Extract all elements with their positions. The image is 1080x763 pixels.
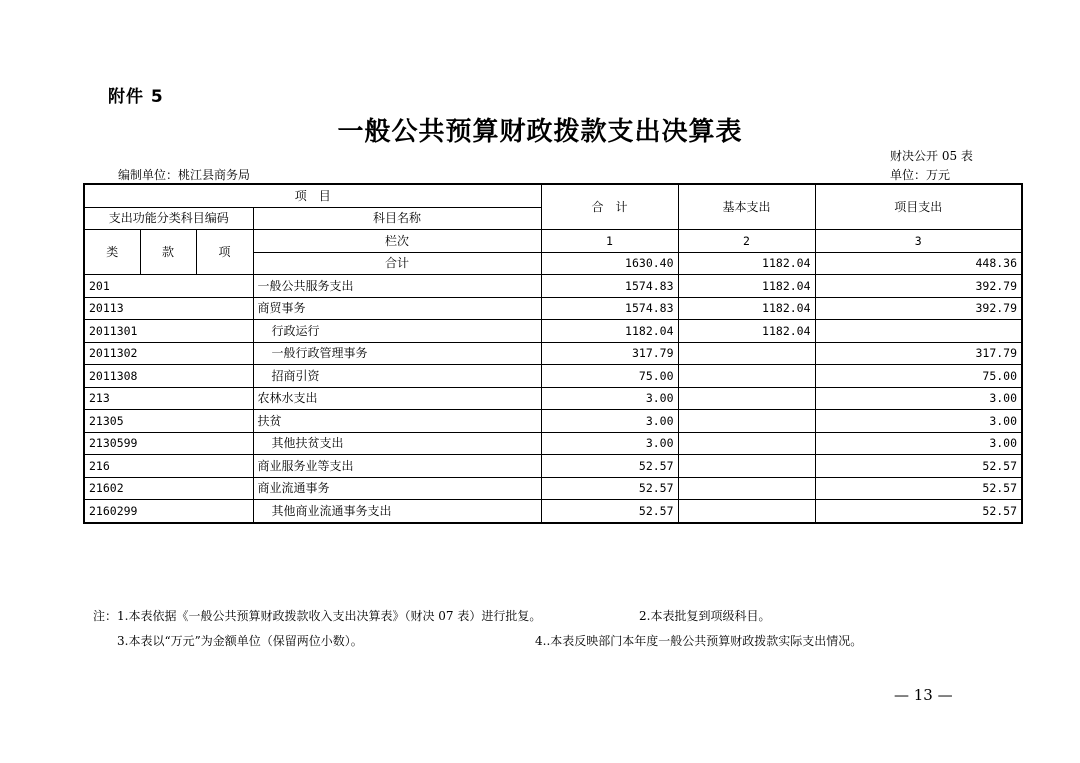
table-row (84, 432, 1022, 455)
table-row (84, 365, 1022, 388)
row-name: 一般公共服务支出 (253, 275, 541, 298)
row-code: 2160299 (84, 500, 253, 523)
row-total: 1574.83 (541, 297, 678, 320)
table-row (84, 410, 1022, 433)
row-basic (678, 365, 815, 388)
row-basic (678, 410, 815, 433)
row-code: 21602 (84, 477, 253, 500)
note-1: 注：1.本表依据《一般公共预算财政拨款收入支出决算表》（财决 07 表）进行批复。 (93, 609, 542, 623)
note-2: 2.本表批复到项级科目。 (639, 609, 771, 623)
code-header: 支出功能分类科目编码 (84, 207, 253, 230)
table-row (84, 297, 1022, 320)
row-project: 3.00 (815, 410, 1022, 433)
row-code: 21305 (84, 410, 253, 433)
row-project: 52.57 (815, 477, 1022, 500)
expenditure-table (83, 183, 1023, 524)
col-basic-header: 基本支出 (678, 184, 815, 230)
table-row (84, 455, 1022, 478)
row-total: 52.57 (541, 455, 678, 478)
total-label: 合计 (253, 252, 541, 275)
row-basic: 1182.04 (678, 275, 815, 298)
row-total: 3.00 (541, 410, 678, 433)
row-total: 75.00 (541, 365, 678, 388)
table-row (84, 320, 1022, 343)
table-row (84, 477, 1022, 500)
row-total: 52.57 (541, 500, 678, 523)
row-project: 317.79 (815, 342, 1022, 365)
page-title: 一般公共预算财政拨款支出决算表 (337, 117, 743, 147)
row-code: 2011302 (84, 342, 253, 365)
table-row (84, 500, 1022, 523)
row-name: 农林水支出 (253, 387, 541, 410)
row-name: 商业流通事务 (253, 477, 541, 500)
attachment-label: 附件 5 (108, 87, 164, 107)
row-name: 行政运行 (253, 320, 541, 343)
row-basic (678, 477, 815, 500)
table-row (84, 387, 1022, 410)
row-code: 2011301 (84, 320, 253, 343)
row-project: 75.00 (815, 365, 1022, 388)
row-total: 317.79 (541, 342, 678, 365)
row-total: 1182.04 (541, 320, 678, 343)
row-code: 2130599 (84, 432, 253, 455)
col-total-header: 合 计 (541, 184, 678, 230)
row-total: 52.57 (541, 477, 678, 500)
row-basic (678, 432, 815, 455)
row-name: 招商引资 (253, 365, 541, 388)
total-sum: 1630.40 (541, 252, 678, 275)
page-number: — 13 — (894, 686, 953, 704)
row-project: 3.00 (815, 432, 1022, 455)
total-basic: 1182.04 (678, 252, 815, 275)
row-project (815, 320, 1022, 343)
lanci-3: 3 (815, 230, 1022, 253)
lanci-1: 1 (541, 230, 678, 253)
row-code: 201 (84, 275, 253, 298)
currency-unit: 单位：万元 (890, 168, 951, 182)
row-project: 52.57 (815, 455, 1022, 478)
row-project: 52.57 (815, 500, 1022, 523)
row-project: 3.00 (815, 387, 1022, 410)
item-header: 项 目 (84, 184, 541, 207)
compiling-unit: 编制单位：桃江县商务局 (118, 168, 251, 182)
lanci-2: 2 (678, 230, 815, 253)
row-name: 其他扶贫支出 (253, 432, 541, 455)
table-row (84, 342, 1022, 365)
row-code: 216 (84, 455, 253, 478)
row-total: 1574.83 (541, 275, 678, 298)
name-header: 科目名称 (253, 207, 541, 230)
row-name: 其他商业流通事务支出 (253, 500, 541, 523)
table-header (84, 184, 1022, 275)
row-project: 392.79 (815, 297, 1022, 320)
total-project: 448.36 (815, 252, 1022, 275)
row-name: 商贸事务 (253, 297, 541, 320)
row-basic (678, 500, 815, 523)
col-project-header: 项目支出 (815, 184, 1022, 230)
xiang-header: 项 (196, 230, 253, 275)
row-name: 商业服务业等支出 (253, 455, 541, 478)
row-basic: 1182.04 (678, 297, 815, 320)
row-total: 3.00 (541, 432, 678, 455)
row-basic (678, 387, 815, 410)
row-project: 392.79 (815, 275, 1022, 298)
row-total: 3.00 (541, 387, 678, 410)
row-code: 213 (84, 387, 253, 410)
row-code: 20113 (84, 297, 253, 320)
form-code: 财决公开 05 表 (890, 149, 973, 163)
row-code: 2011308 (84, 365, 253, 388)
table-body (84, 275, 1022, 523)
row-name: 一般行政管理事务 (253, 342, 541, 365)
row-name: 扶贫 (253, 410, 541, 433)
note-3: 3.本表以“万元”为金额单位（保留两位小数）。 (117, 634, 363, 648)
note-4: 4..本表反映部门本年度一般公共预算财政拨款实际支出情况。 (535, 634, 863, 648)
table-row (84, 275, 1022, 298)
lanci-header: 栏次 (253, 230, 541, 253)
lei-header: 类 (84, 230, 140, 275)
kuan-header: 款 (140, 230, 196, 275)
row-basic (678, 455, 815, 478)
row-basic (678, 342, 815, 365)
row-basic: 1182.04 (678, 320, 815, 343)
